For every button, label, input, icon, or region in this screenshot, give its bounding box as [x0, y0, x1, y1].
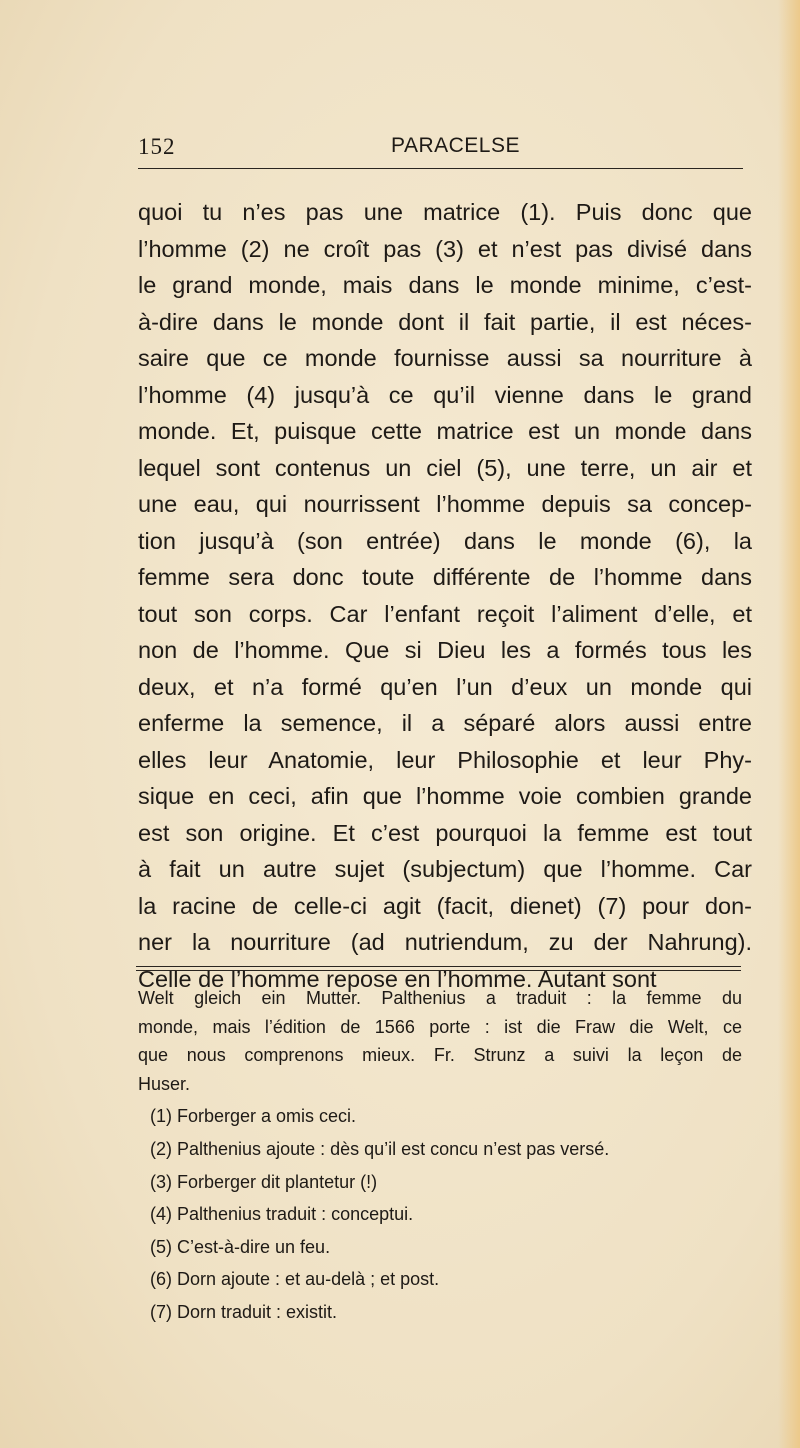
- body-line: à fait un autre sujet (subjectum) que l’homme. Car: [138, 856, 752, 882]
- body-line: quoi tu n’es pas une matrice (1). Puis donc que: [138, 199, 752, 225]
- footnote-item: (1) Forberger a omis ceci.: [150, 1106, 357, 1127]
- running-title: PARACELSE: [391, 134, 520, 157]
- footnote-item: (2) Palthenius ajoute : dès qu’il est concu n’est pas versé.: [150, 1138, 610, 1159]
- footnote-item: (3) Forberger dit plantetur (!): [150, 1171, 378, 1192]
- footnote-item: (7) Dorn traduit : existit.: [150, 1301, 338, 1322]
- body-line: l’homme (2) ne croît pas (3) et n’est pas divisé dans: [138, 235, 752, 262]
- body-line: Celle de l’homme repose en l’homme. Autant sont: [138, 965, 657, 992]
- body-line: deux, et n’a formé qu’en l’un d’eux un monde qui: [138, 673, 752, 700]
- body-line: lequel sont contenus un ciel (5), une terre, un air et: [138, 454, 752, 481]
- footnote-line: Huser.: [138, 1073, 191, 1094]
- page-number: 152: [138, 134, 176, 159]
- page-header: [138, 130, 743, 164]
- header-rule: [138, 168, 743, 169]
- footnote-continuation: [138, 984, 742, 1098]
- body-line: femme sera donc toute différente de l’homme dans: [138, 564, 752, 590]
- body-line: monde. Et, puisque cette matrice est un monde dans: [138, 418, 752, 444]
- footnote-line: monde, mais l’édition de 1566 porte : ist die Fraw die Welt, ce: [138, 1016, 742, 1037]
- body-line: l’homme (4) jusqu’à ce qu’il vienne dans le grand: [138, 381, 752, 408]
- footnote-rule: [136, 966, 741, 971]
- footnotes: [138, 984, 742, 1327]
- footnote-item: (4) Palthenius traduit : conceptui.: [150, 1204, 414, 1225]
- body-line: elles leur Anatomie, leur Philosophie et leur Phy-: [138, 746, 752, 773]
- body-text: [138, 194, 752, 997]
- body-line: tion jusqu’à (son entrée) dans le monde (6), la: [138, 527, 752, 554]
- body-line: saire que ce monde fournisse aussi sa nourriture à: [138, 345, 752, 371]
- footnote-item: (6) Dorn ajoute : et au-delà ; et post.: [150, 1269, 440, 1290]
- body-line: non de l’homme. Que si Dieu les a formés tous les: [138, 637, 752, 663]
- body-line: à-dire dans le monde dont il fait partie, il est néces-: [138, 308, 752, 335]
- body-line: tout son corps. Car l’enfant reçoit l’aliment d’elle, et: [138, 600, 752, 627]
- body-line: enferme la semence, il a séparé alors aussi entre: [138, 710, 752, 736]
- body-line: la racine de celle-ci agit (facit, dienet) (7) pour don-: [138, 892, 752, 919]
- body-line: est son origine. Et c’est pourquoi la femme est tout: [138, 819, 752, 846]
- body-line: ner la nourriture (ad nutriendum, zu der Nahrung).: [138, 929, 752, 955]
- footnote-item: (5) C’est-à-dire un feu.: [150, 1236, 331, 1257]
- footnote-line: que nous comprenons mieux. Fr. Strunz a suivi la leçon de: [138, 1045, 742, 1066]
- body-line: le grand monde, mais dans le monde minime, c’est-: [138, 272, 752, 298]
- page-edge-shadow: [778, 0, 800, 1448]
- body-line: une eau, qui nourrissent l’homme depuis sa concep-: [138, 491, 752, 517]
- body-line: sique en ceci, afin que l’homme voie combien grande: [138, 783, 752, 809]
- footnote-line: Welt gleich ein Mutter. Palthenius a traduit : la femme du: [138, 988, 742, 1008]
